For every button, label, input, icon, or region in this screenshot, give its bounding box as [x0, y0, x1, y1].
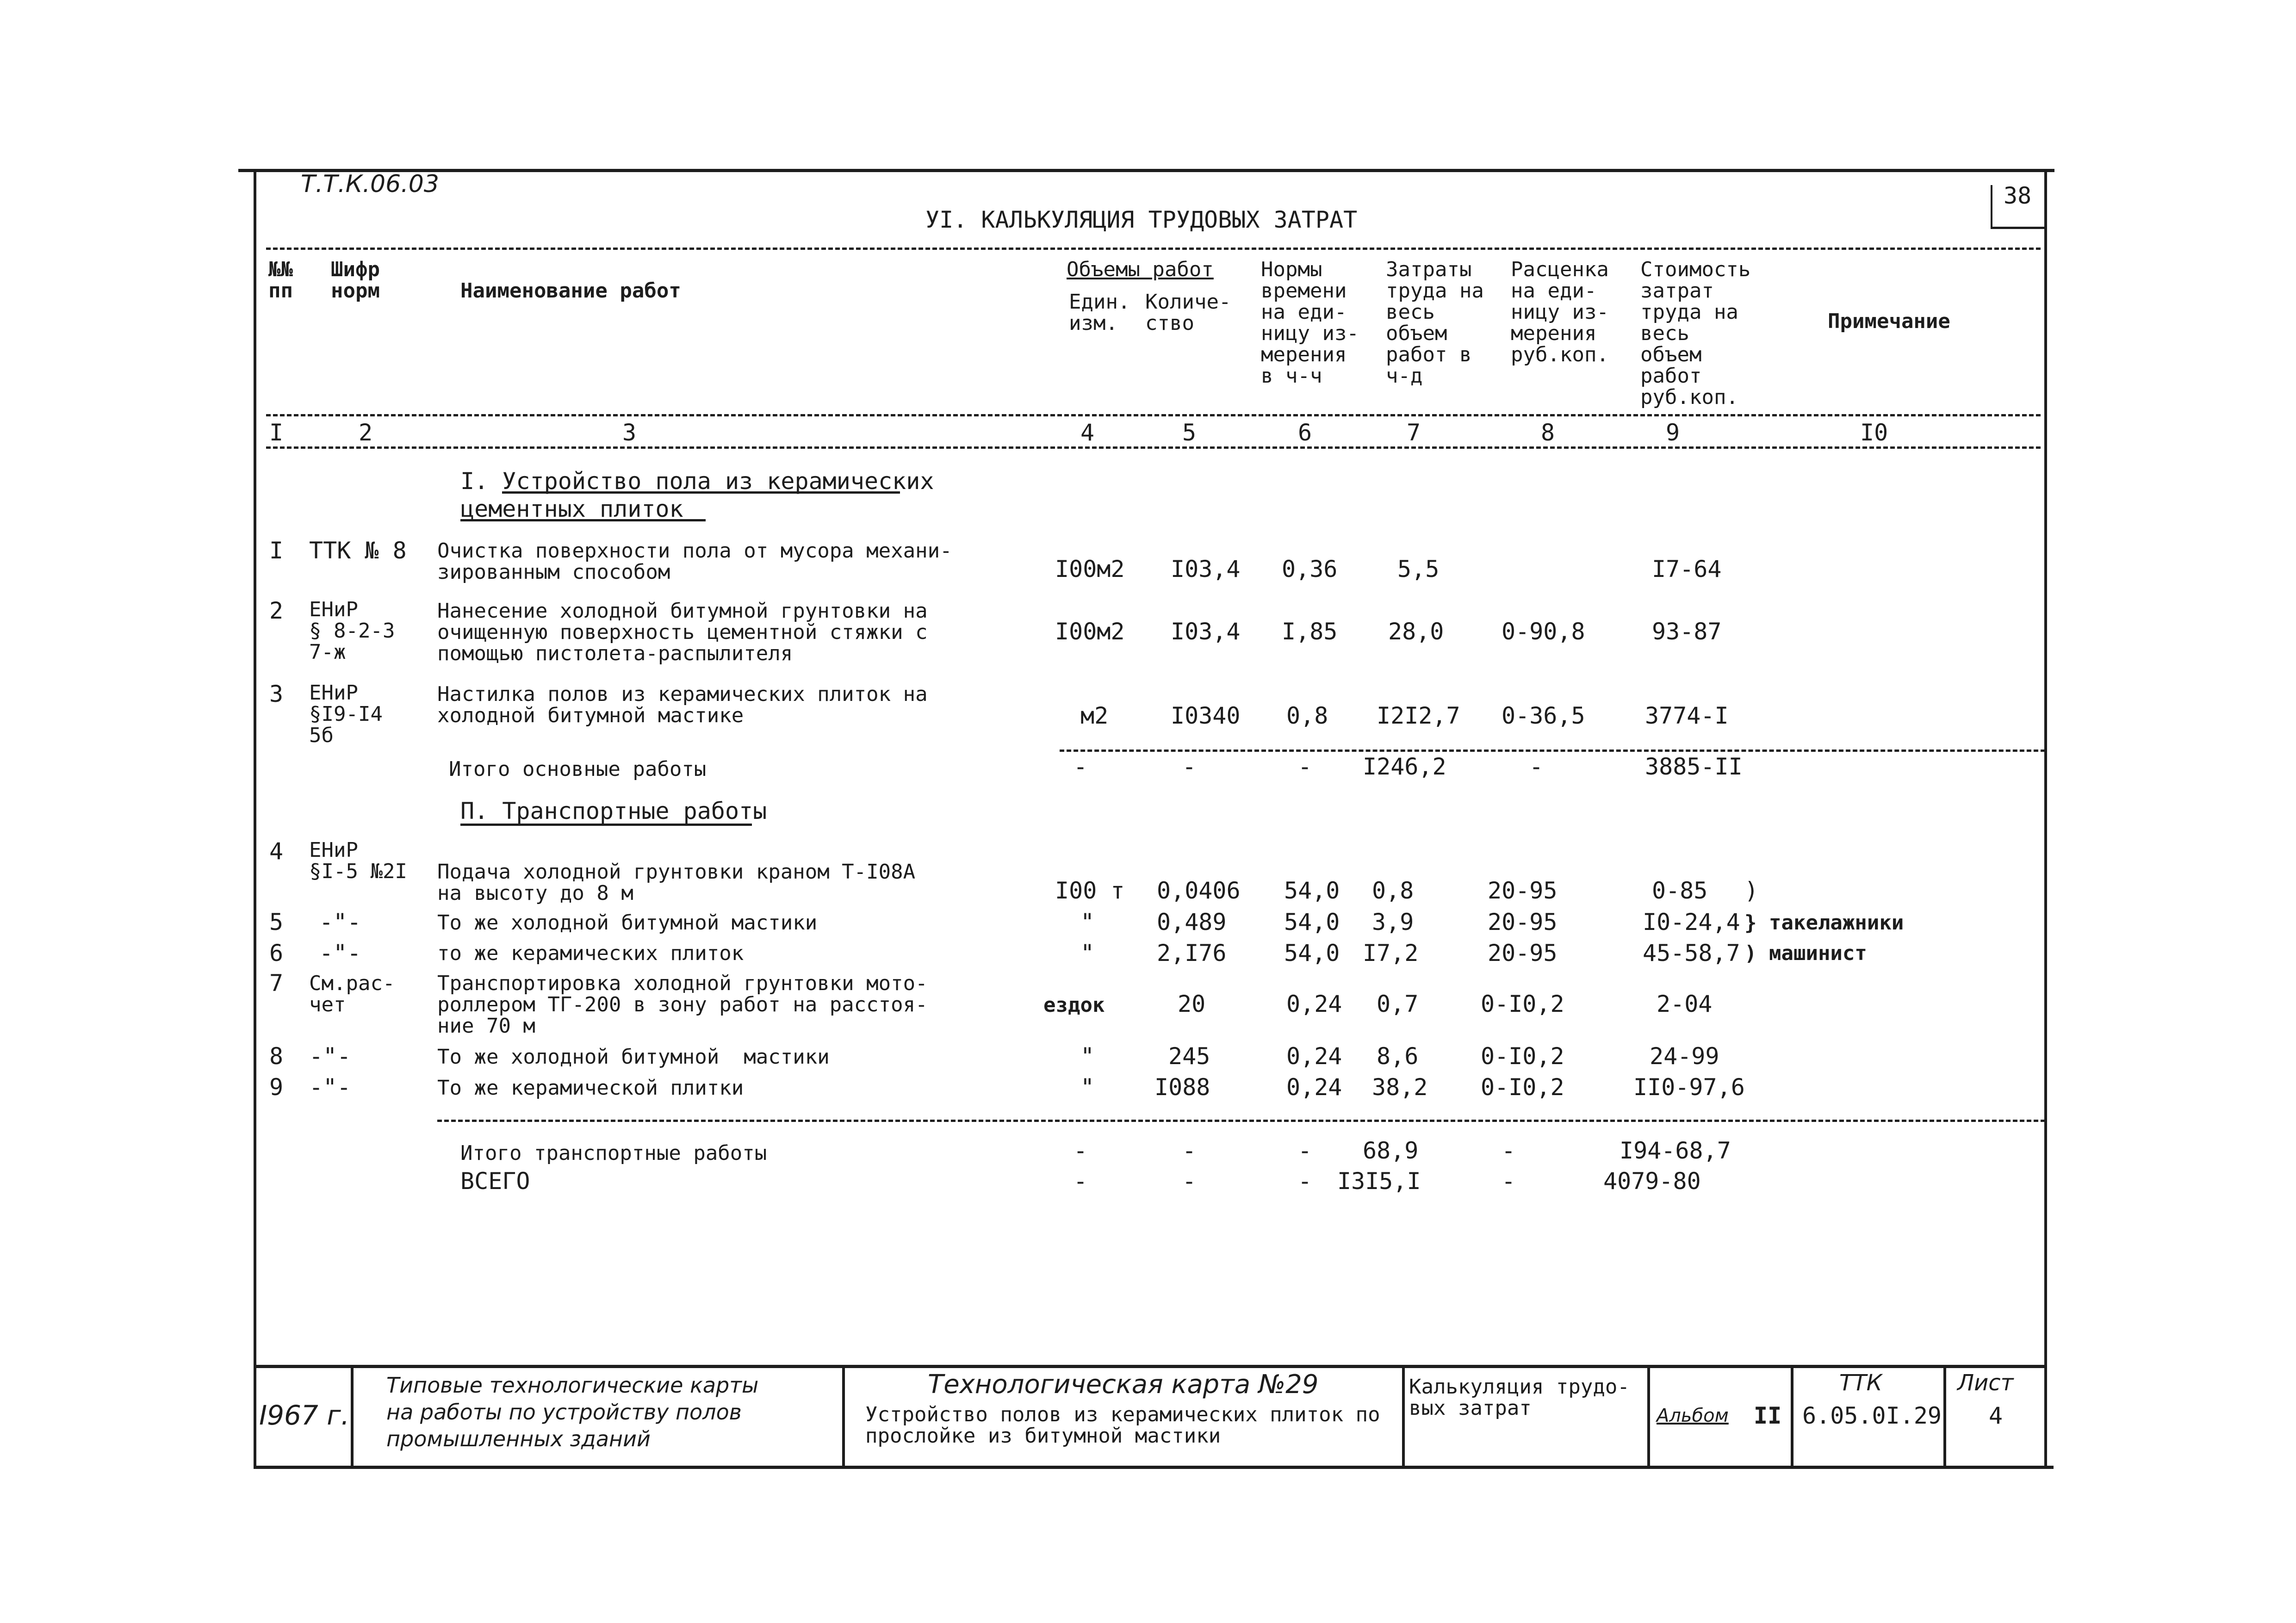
frame-left — [254, 169, 256, 1469]
column-number-8: 8 — [1541, 419, 1555, 446]
row-2-cost: 93-87 — [1652, 618, 1722, 645]
row-2-labor: 28,0 — [1388, 618, 1444, 645]
subtotal-2-cost: I94-68,7 — [1620, 1137, 1731, 1164]
page-number-box-bottom — [1991, 227, 2045, 229]
stamp-album-number: II — [1754, 1402, 1782, 1429]
row-4-cost: 0-85 — [1652, 877, 1708, 904]
stamp-card-subtitle: Устройство полов из керамических плиток по прослойке из битумной мастики — [865, 1403, 1380, 1448]
row-4-quantity: 0,0406 — [1157, 877, 1241, 904]
total-label: ВСЕГО — [460, 1168, 530, 1195]
column-number-10: I0 — [1860, 419, 1888, 446]
row-6-cost: 45-58,7 — [1643, 940, 1740, 966]
row-7-labor: 0,7 — [1377, 991, 1419, 1017]
column-number-rule — [266, 446, 2041, 449]
stamp-top-rule — [254, 1365, 2047, 1368]
stamp-year: I967 г. — [259, 1400, 350, 1431]
stamp-divider-2 — [842, 1365, 845, 1468]
row-6-code: -"- — [319, 940, 361, 966]
section-2-title: П. Транспортные работы — [460, 798, 767, 824]
column-number-5: 5 — [1182, 419, 1197, 446]
stamp-section-name: Калькуляция трудо- вых затрат — [1409, 1375, 1630, 1420]
page-number-box-left — [1991, 185, 1992, 228]
row-8-rate: 0-I0,2 — [1481, 1043, 1564, 1070]
row-2-unit: I00м2 — [1055, 618, 1125, 645]
row-1-name: Очистка поверхности пола от мусора механи- зированным способом — [437, 539, 952, 584]
row-4-unit: I00 т — [1055, 877, 1125, 904]
row-3-number: 3 — [269, 681, 284, 707]
stamp-sheet-label: Лист — [1957, 1370, 2014, 1396]
row-5-labor: 3,9 — [1372, 909, 1414, 935]
stamp-ttk-label: ТТК — [1839, 1370, 1882, 1396]
subtotal-2-unit: - — [1074, 1137, 1088, 1164]
row-9-norm: 0,24 — [1286, 1074, 1342, 1101]
subtotal-1-cost: 3885-II — [1645, 753, 1743, 780]
row-3-name: Настилка полов из керамических плиток на холодной битумной мастике — [437, 682, 928, 727]
row-7-number: 7 — [269, 970, 284, 997]
row-9-quantity: I088 — [1154, 1074, 1210, 1101]
subtotal-2-quantity: - — [1182, 1137, 1197, 1164]
row-4-code: ЕНиР §I-5 №2I — [309, 838, 407, 883]
row-1-quantity: I03,4 — [1171, 556, 1241, 582]
column-number-6: 6 — [1298, 419, 1312, 446]
row-2-name: Нанесение холодной битумной грунтовки на очищенную поверхность цементной стяжки с помощью пистолета-распылителя — [437, 599, 928, 665]
header-number: №№ пп — [268, 258, 293, 303]
row-6-rate: 20-95 — [1488, 940, 1558, 966]
page-number: 38 — [2004, 182, 2032, 209]
stamp-sheet-number: 4 — [1989, 1402, 2003, 1429]
header-bottom-rule — [266, 414, 2041, 416]
row-5-note: } такелажники — [1744, 911, 1904, 935]
section-1-title: I. Устройство пола из керамических цементных плиток — [460, 468, 934, 522]
row-5-number: 5 — [269, 909, 284, 935]
header-code: Шифр норм — [331, 258, 380, 303]
column-number-7: 7 — [1407, 419, 1421, 446]
total-norm: - — [1298, 1168, 1312, 1195]
row-2-code: ЕНиР § 8-2-3 7-ж — [309, 598, 395, 664]
row-7-rate: 0-I0,2 — [1481, 991, 1564, 1017]
subtotal-2-labor: 68,9 — [1363, 1137, 1419, 1164]
subtotal-1-unit: - — [1074, 753, 1088, 780]
section-2-underline — [460, 824, 752, 826]
column-number-2: 2 — [359, 419, 373, 446]
row-4-name: Подача холодной грунтовки краном Т-I08А на высоту до 8 м — [437, 860, 916, 905]
total-quantity: - — [1182, 1168, 1197, 1195]
row-7-unit: ездок — [1043, 993, 1105, 1017]
section-1-underline-1 — [502, 491, 900, 494]
stamp-divider-6 — [1943, 1365, 1946, 1468]
subtotal-2-rule — [437, 1120, 2045, 1122]
row-4-number: 4 — [269, 838, 284, 865]
doc-code: Т.Т.К.06.03 — [301, 170, 439, 198]
subtotal-1-quantity: - — [1182, 753, 1197, 780]
row-8-labor: 8,6 — [1377, 1043, 1419, 1070]
row-9-labor: 38,2 — [1372, 1074, 1428, 1101]
row-5-code: -"- — [319, 909, 361, 935]
stamp-divider-4 — [1647, 1365, 1650, 1468]
row-5-norm: 54,0 — [1284, 909, 1340, 935]
row-6-quantity: 2,I76 — [1157, 940, 1227, 966]
row-6-labor: I7,2 — [1363, 940, 1419, 966]
column-number-4: 4 — [1080, 419, 1095, 446]
row-7-quantity: 20 — [1178, 991, 1206, 1017]
header-rate: Расценка на еди- ницу из- мерения руб.коп. — [1511, 258, 1609, 366]
header-cost: Стоимость затрат труда на весь объем работ руб.коп. — [1640, 258, 1751, 409]
stamp-divider-3 — [1402, 1365, 1405, 1468]
row-7-code: См.рас- чет — [309, 972, 395, 1016]
row-2-quantity: I03,4 — [1171, 618, 1241, 645]
row-1-cost: I7-64 — [1652, 556, 1722, 582]
row-6-note: ) машинист — [1744, 942, 1867, 965]
row-7-name: Транспортировка холодной грунтовки мото- роллером ТГ-200 в зону работ на расстоя- ние 70 м — [437, 972, 928, 1038]
stamp-series: Типовые технологические карты на работы по устройству полов промышленных зданий — [386, 1373, 759, 1451]
row-5-cost: I0-24,4 — [1643, 909, 1740, 935]
stamp-divider-1 — [351, 1365, 354, 1468]
row-6-unit: " — [1080, 940, 1095, 966]
subtotal-2-rate: - — [1502, 1137, 1516, 1164]
row-5-name: То же холодной битумной мастики — [437, 911, 818, 935]
row-8-norm: 0,24 — [1286, 1043, 1342, 1070]
row-3-labor: I2I2,7 — [1377, 702, 1460, 729]
row-2-number: 2 — [269, 597, 284, 624]
page-title: УI. КАЛЬКУЛЯЦИЯ ТРУДОВЫХ ЗАТРАТ — [925, 206, 1358, 233]
row-8-unit: " — [1080, 1043, 1095, 1070]
row-3-unit: м2 — [1080, 702, 1109, 729]
row-8-cost: 24-99 — [1650, 1043, 1719, 1070]
row-4-rate: 20-95 — [1488, 877, 1558, 904]
header-norm: Нормы времени на еди- ницу из- мерения в ч-ч — [1261, 258, 1359, 388]
row-9-cost: II0-97,6 — [1633, 1074, 1745, 1101]
row-9-unit: " — [1080, 1074, 1095, 1101]
total-cost: 4079-80 — [1603, 1168, 1701, 1195]
row-3-cost: 3774-I — [1645, 702, 1729, 729]
row-9-number: 9 — [269, 1074, 284, 1101]
subtotal-1-label: Итого основные работы — [449, 757, 707, 781]
column-number-3: 3 — [622, 419, 637, 446]
frame-bottom — [254, 1466, 2054, 1469]
header-quantity: Количе- ство — [1145, 290, 1231, 335]
row-4-labor: 0,8 — [1372, 877, 1414, 904]
row-3-quantity: I0340 — [1171, 702, 1241, 729]
frame-right — [2044, 169, 2047, 1469]
total-rate: - — [1502, 1168, 1516, 1195]
row-3-code: ЕНиР §I9-I4 5б — [309, 681, 383, 747]
header-unit: Един. изм. — [1069, 290, 1130, 335]
row-6-name: то же керамических плиток — [437, 942, 744, 965]
subtotal-1-labor: I246,2 — [1363, 753, 1446, 780]
row-5-quantity: 0,489 — [1157, 909, 1227, 935]
header-labor: Затраты труда на весь объем работ в ч-д — [1386, 258, 1484, 388]
column-number-9: 9 — [1666, 419, 1680, 446]
header-top-rule — [266, 248, 2041, 250]
row-1-code: ТТК № 8 — [309, 537, 407, 564]
row-4-note: ) — [1744, 877, 1759, 904]
row-3-norm: 0,8 — [1286, 702, 1328, 729]
section-1-underline-2 — [460, 519, 706, 521]
subtotal-2-label: Итого транспортные работы — [460, 1141, 767, 1165]
row-7-cost: 2-04 — [1657, 991, 1713, 1017]
frame-top — [238, 169, 2054, 172]
row-8-name: То же холодной битумной мастики — [437, 1045, 830, 1069]
row-6-number: 6 — [269, 940, 284, 966]
row-1-norm: 0,36 — [1282, 556, 1338, 582]
subtotal-1-rule — [1060, 750, 2045, 752]
header-volume-group: Объемы работ — [1067, 258, 1214, 281]
subtotal-1-norm: - — [1298, 753, 1312, 780]
row-1-unit: I00м2 — [1055, 556, 1125, 582]
subtotal-2-norm: - — [1298, 1137, 1312, 1164]
row-9-name: То же керамической плитки — [437, 1076, 744, 1100]
subtotal-1-rate: - — [1529, 753, 1544, 780]
row-8-number: 8 — [269, 1043, 284, 1070]
row-6-norm: 54,0 — [1284, 940, 1340, 966]
row-3-rate: 0-36,5 — [1502, 702, 1585, 729]
row-5-unit: " — [1080, 909, 1095, 935]
total-labor: I3I5,I — [1337, 1168, 1421, 1195]
stamp-ttk-code: 6.05.0I.29 — [1802, 1402, 1942, 1429]
row-9-code: -"- — [309, 1074, 351, 1101]
stamp-divider-5 — [1791, 1365, 1793, 1468]
row-2-norm: I,85 — [1282, 618, 1338, 645]
header-work-name: Наименование работ — [460, 279, 681, 303]
stamp-album-label: Альбом — [1657, 1405, 1729, 1426]
column-number-1: I — [269, 419, 284, 446]
row-1-number: I — [269, 537, 284, 564]
row-7-norm: 0,24 — [1286, 991, 1342, 1017]
header-note: Примечание — [1828, 310, 1950, 333]
row-5-rate: 20-95 — [1488, 909, 1558, 935]
row-8-code: -"- — [309, 1043, 351, 1070]
row-9-rate: 0-I0,2 — [1481, 1074, 1564, 1101]
total-unit: - — [1074, 1168, 1088, 1195]
stamp-card-title: Технологическая карта №29 — [928, 1369, 1319, 1400]
row-8-quantity: 245 — [1168, 1043, 1210, 1070]
row-4-norm: 54,0 — [1284, 877, 1340, 904]
row-1-labor: 5,5 — [1397, 556, 1440, 582]
row-2-rate: 0-90,8 — [1502, 618, 1585, 645]
